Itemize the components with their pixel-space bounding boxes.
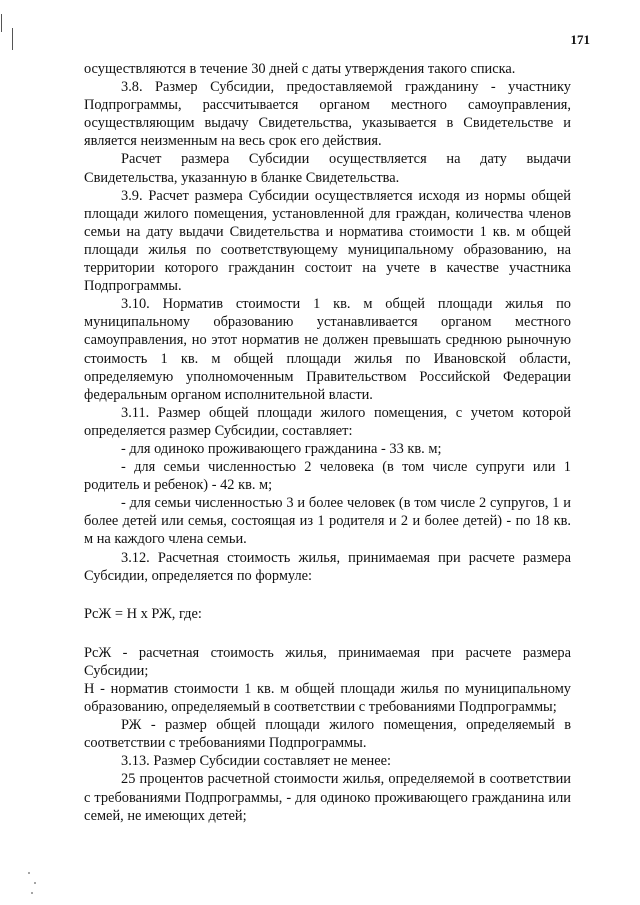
paragraph-3-9: 3.9. Расчет размера Субсидии осуществляется исходя из нормы общей площади жилого помещения, установленной для граждан, количества членов семьи на дату выдачи Свидетельства и норматива стоимости 1 кв. м общей площади жилья по соответствующему муниципальному образованию, на территории которого гражданин состоит на учете в качестве участника Подпрограммы. bbox=[84, 187, 571, 295]
list-item: - для семьи численностью 2 человека (в том числе супруги или 1 родитель и ребенок) - 42 кв. м; bbox=[84, 459, 571, 494]
scan-margin-dot bbox=[34, 882, 36, 884]
scan-margin-mark bbox=[1, 14, 2, 32]
paragraph: осуществляются в течение 30 дней с даты утверждения такого списка. bbox=[84, 61, 516, 77]
page-number: 171 bbox=[570, 32, 590, 47]
list-item: - для одиноко проживающего гражданина - 33 кв. м; bbox=[121, 440, 442, 457]
paragraph-3-12: 3.12. Расчетная стоимость жилья, принимаемая при расчете размера Субсидии, определяется по формуле: bbox=[84, 549, 571, 584]
paragraph-3-8: 3.8. Размер Субсидии, предоставляемой гражданину - участнику Подпрограммы, рассчитывается органом местного самоуправления, осуществляющим выдачу Свидетельства, указывается в Свидетельстве и является неизменным на весь срок его действия. bbox=[84, 79, 571, 150]
scan-margin-dot bbox=[28, 872, 30, 874]
paragraph-3-13: 3.13. Размер Субсидии составляет не менее: bbox=[121, 753, 392, 770]
paragraph-3-10: 3.10. Норматив стоимости 1 кв. м общей площади жилья по муниципальному образованию устанавливается органом местного самоуправления, но этот норматив не должен превышать среднюю рыночную стоимость 1 кв. м общей площади жилья по Ивановской области, определяемую уполномоченным Правительством Российской Федерации федеральным органом исполнительной власти. bbox=[84, 296, 571, 403]
scan-margin-mark bbox=[12, 28, 13, 50]
formula-definition: Н - норматив стоимости 1 кв. м общей площади жилья по муниципальному образованию, определяемый в соответствии с требованиями Подпрограммы; bbox=[84, 681, 571, 716]
list-item: - для семьи численностью 3 и более человек (в том числе 2 супругов, 1 и более детей или семья, состоящая из 1 родителя и 2 и более детей) - по 18 кв. м на каждого члена семьи. bbox=[84, 495, 571, 548]
paragraph-3-11: 3.11. Размер общей площади жилого помещения, с учетом которой определяется размер Субсидии, составляет: bbox=[84, 404, 571, 439]
paragraph: Расчет размера Субсидии осуществляется на дату выдачи Свидетельства, указанную в бланке Свидетельства. bbox=[84, 151, 571, 186]
formula-definition: РЖ - размер общей площади жилого помещения, определяемый в соответствии с требованиями Подпрограммы. bbox=[84, 717, 571, 752]
paragraph: 25 процентов расчетной стоимости жилья, определяемой в соответствии с требованиями Подпрограммы, - для одиноко проживающего гражданина или семей, не имеющих детей; bbox=[84, 771, 571, 824]
formula-definition: РсЖ - расчетная стоимость жилья, принимаемая при расчете размера Субсидии; bbox=[84, 644, 571, 679]
formula: РсЖ = Н х РЖ, где: bbox=[84, 605, 202, 622]
scan-margin-dot bbox=[31, 892, 33, 894]
document-body bbox=[84, 60, 571, 825]
